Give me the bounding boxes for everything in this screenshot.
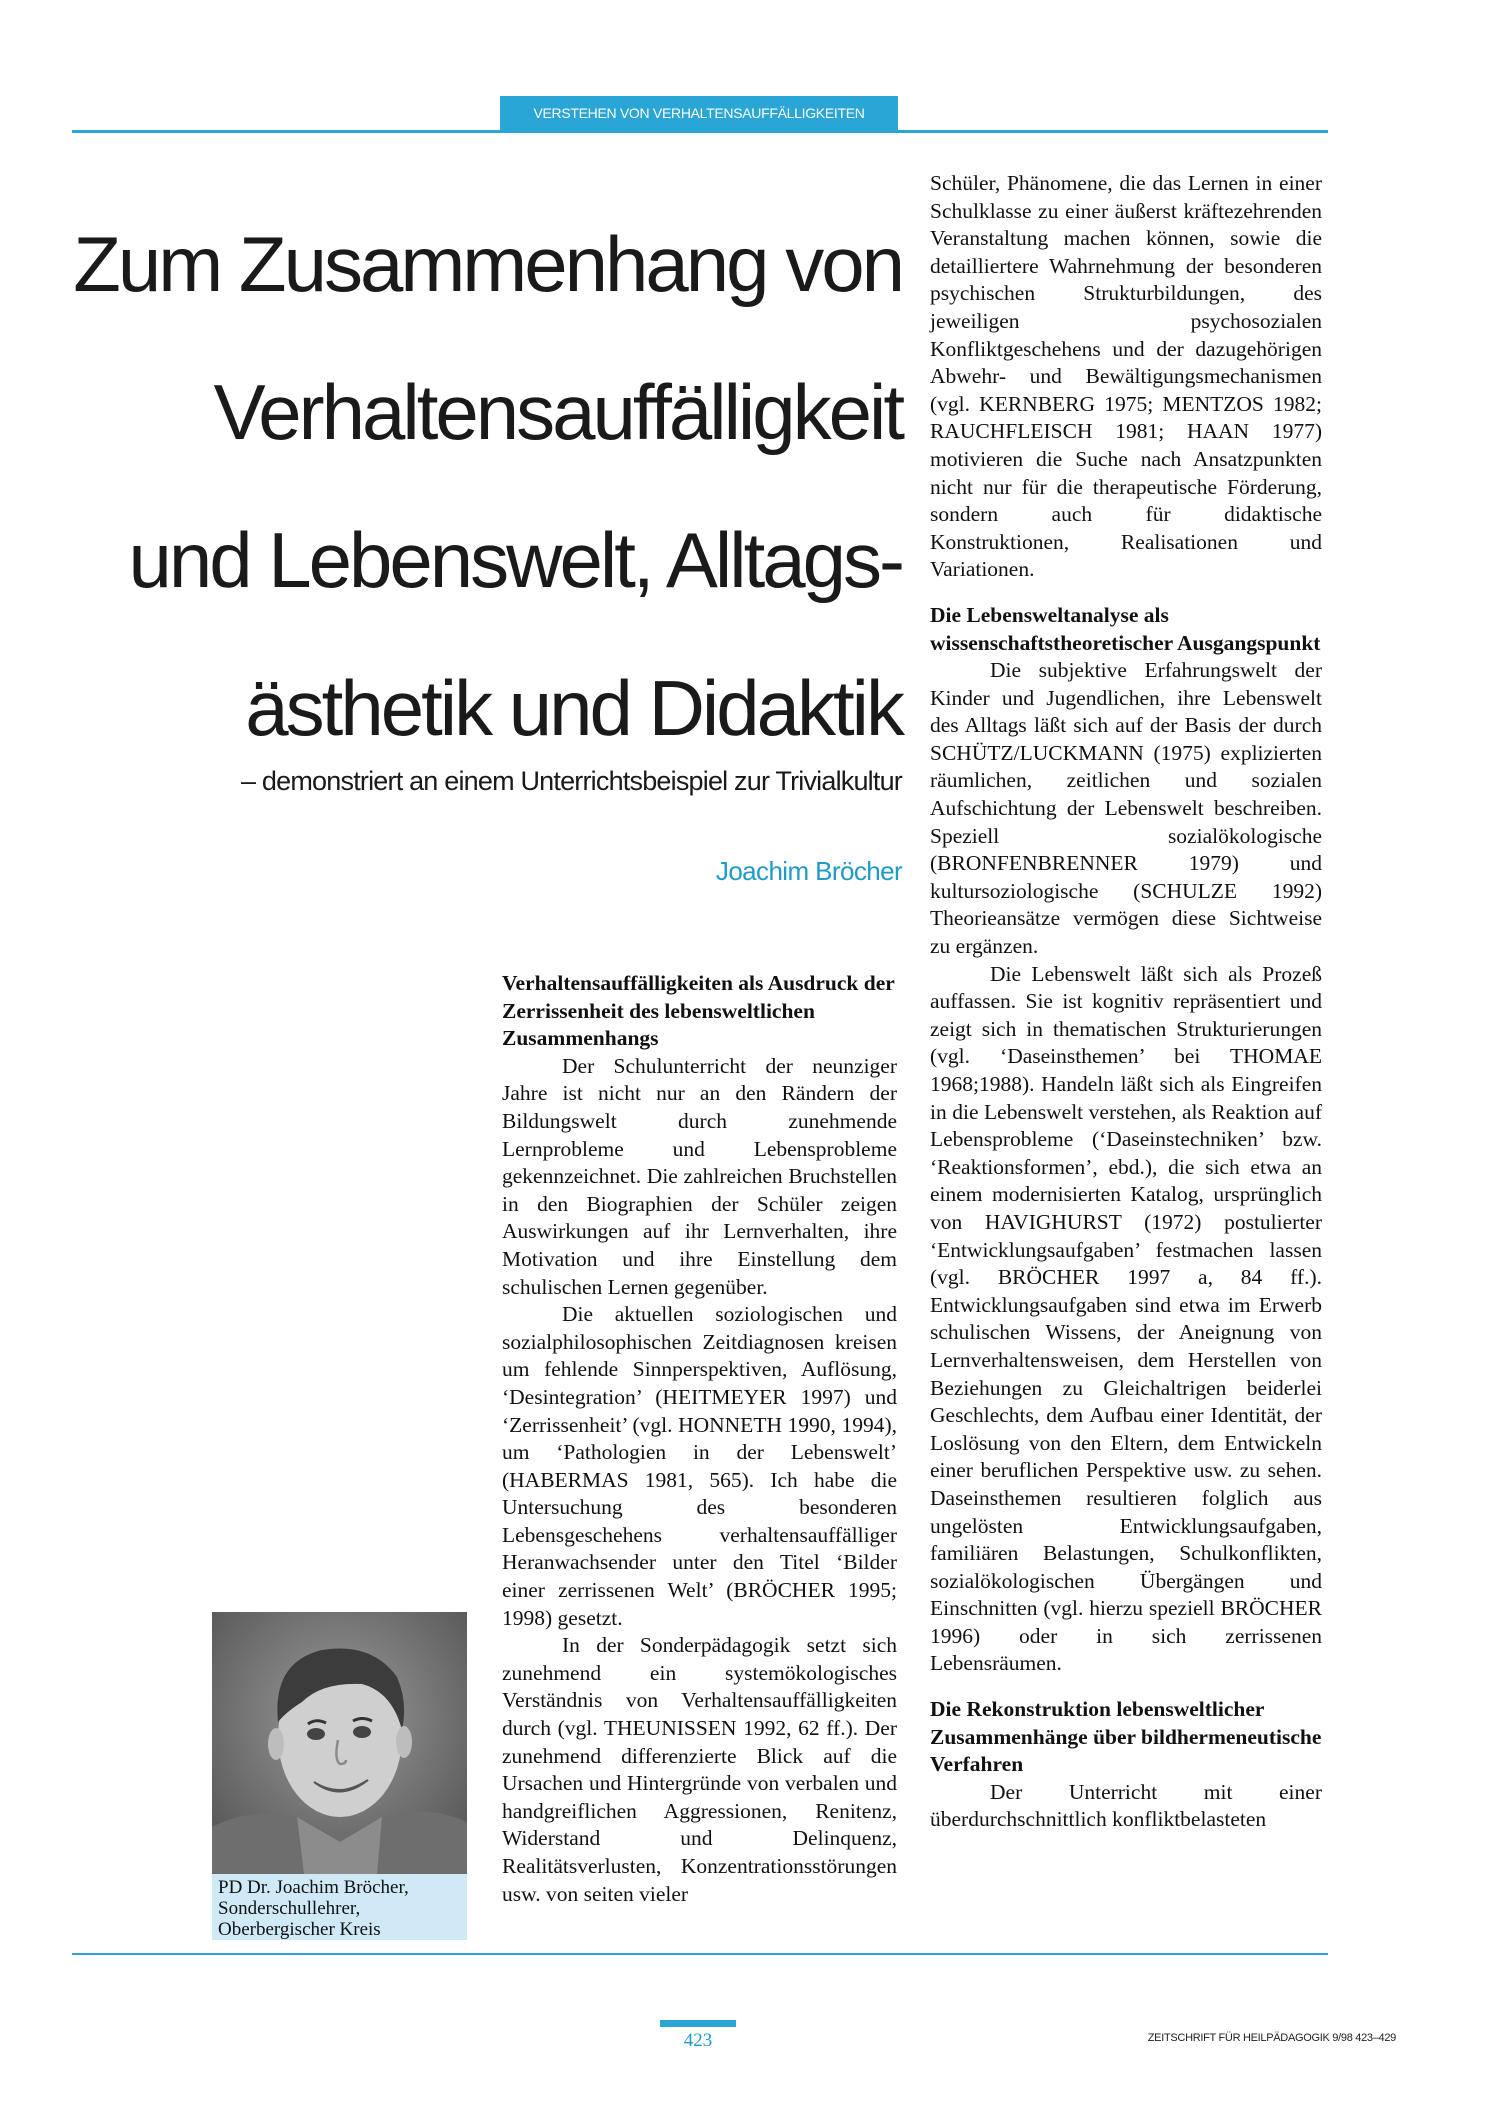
section-heading: Verhaltensauffälligkeiten als Ausdruck der Zerrissenheit des lebensweltlichen Zusammenhangs [502,971,895,1051]
caption-line: PD Dr. Joachim Bröcher, [218,1877,409,1898]
page-number-bar [660,2020,736,2027]
paragraph: Die aktuellen soziologischen und sozialphilosophischen Zeitdiagnosen kreisen um fehlende Sinnperspektiven, Auflösung, ‘Desintegration’ (HEITMEYER 1997) und ‘Zerrissenheit’ (vgl. HONNETH 1990, 1994), um ‘Pathologien in der Lebenswelt’ (HABERMAS 1981, 565). Ich habe die Untersuchung des besonderen Lebensgeschehens verhaltensauffälliger Heranwachsender unter den Titel ‘Bilder einer zerrissenen Welt’ (BRÖCHER 1995; 1998) gesetzt. [502,1302,897,1630]
section-heading: Die Lebensweltanalyse als wissenschaftstheoretischer Ausgangspunkt [930,602,1321,655]
caption-line: Sonderschullehrer, [218,1898,361,1919]
article-title [72,190,902,782]
article-subtitle: – demonstriert an einem Unterrichtsbeispiel zur Trivialkultur [241,766,902,796]
section-heading: Die Rekonstruktion lebensweltlicher Zusammenhänge über bildhermeneutische Verfahren [930,1697,1322,1777]
article-author: Joachim Bröcher [715,856,902,886]
paragraph: Der Schulunterricht der neunziger Jahre ist nicht nur an den Rändern der Bildungswelt durch zunehmende Lernprobleme und Lebensprobleme gekennzeichnet. Die zahlreichen Bruchstellen in den Biographien der Schüler zeigen Auswirkungen auf ihr Lernverhalten, ihre Motivation und ihre Einstellung dem schulischen Lernen gegenüber. [502,1053,897,1299]
paragraph: Schüler, Phänomene, die das Lernen in einer Schulklasse zu einer äußerst kräftezehrenden Veranstaltung machen können, sowie die detailliertere Wahrnehmung der besonderen psychischen Strukturbildungen, des jeweiligen psychosozialen Konfliktgeschehens und der dazugehörigen Abwehr- und Bewältigungsmechanismen (vgl. KERNBERG 1975; MENTZOS 1982; RAUCHFLEISCH 1981; HAAN 1977) motivieren die Suche nach Ansatzpunkten nicht nur für die therapeutische Förderung, sondern auch für didaktische Konstruktionen, Realisationen und Variationen. [930,171,1322,582]
author-portrait-image [212,1612,467,1874]
author-photo [212,1612,467,1874]
title-line-2: Verhaltensauffälligkeit [213,368,902,456]
paragraph: Der Unterricht mit einer überdurchschnittlich konfliktbelasteten [930,1779,1322,1832]
title-line-4: ästhetik und Didaktik [245,664,902,752]
title-line-3: und Lebenswelt, Alltags- [128,516,902,604]
footer-rule [72,1953,1328,1955]
text-column-2 [502,970,897,1908]
caption-line: Oberbergischer Kreis [218,1919,381,1940]
text-column-3 [930,170,1322,1834]
page-number: 423 [683,2030,713,2051]
paragraph: Die Lebenswelt läßt sich als Prozeß auffassen. Sie ist kognitiv repräsentiert und zeigt sich in thematischen Strukturierungen (vgl. ‘Daseinsthemen’ bei THOMAE 1968;1988). Handeln läßt sich als Eingreifen in die Lebenswelt verstehen, als Reaktion auf Lebensprobleme (‘Daseinstechniken’ bzw. ‘Reaktionsformen’, ebd.), die sich etwa an einem modernisierten Katalog, ursprünglich von HAVIGHURST (1972) postulierter ‘Entwicklungsaufgaben’ festmachen lassen (vgl. BRÖCHER 1997 a, 84 ff.). Entwicklungsaufgaben sind etwa im Erwerb schulischen Wissens, der Aneignung von Lernverhaltensweisen, dem Herstellen von Beziehungen zu Gleichaltrigen beiderlei Geschlechts, dem Aufbau einer Identität, der Loslösung von den Eltern, dem Entwickeln einer beruflichen Perspektive usw. zu sehen. Daseinsthemen resultieren folglich aus ungelösten Entwicklungsaufgaben, familiären Belastungen, Schulkonflikten, sozialökologischen Übergängen und Einschnitten (vgl. hierzu speziell BRÖCHER 1996) oder in sich zerrissenen Lebensräumen. [930,961,1322,1676]
paragraph: Die subjektive Erfahrungswelt der Kinder und Jugendlichen, ihre Lebenswelt des Alltags läßt sich auf der Basis der durch SCHÜTZ/LUCKMANN (1975) explizierten räumlichen, zeitlichen und sozialen Aufschichtung der Lebenswelt beschreiben. Speziell sozialökologische (BRONFENBRENNER 1979) und kultursoziologische (SCHULZE 1992) Theorieansätze vermögen diese Sichtweise zu ergänzen. [930,658,1322,959]
title-line-1: Zum Zusammenhang von [73,220,902,308]
journal-reference: ZEITSCHRIFT FÜR HEILPÄDAGOGIK 9/98 423–429 [1147,2032,1396,2044]
section-tag: VERSTEHEN VON VERHALTENSAUFFÄLLIGKEITEN [500,96,898,130]
header-rule [72,130,1328,133]
paragraph: In der Sonderpädagogik setzt sich zunehmend ein systemökologisches Verständnis von Verhaltensauffälligkeiten durch (vgl. THEUNISSEN 1992, 62 ff.). Der zunehmend differenzierte Blick auf die Ursachen und Hintergründe von verbalen und handgreiflichen Aggressionen, Renitenz, Widerstand und Delinquenz, Realitätsverlusten, Konzentrationsstörungen usw. von seiten vieler [502,1633,897,1906]
photo-caption [212,1874,467,1940]
